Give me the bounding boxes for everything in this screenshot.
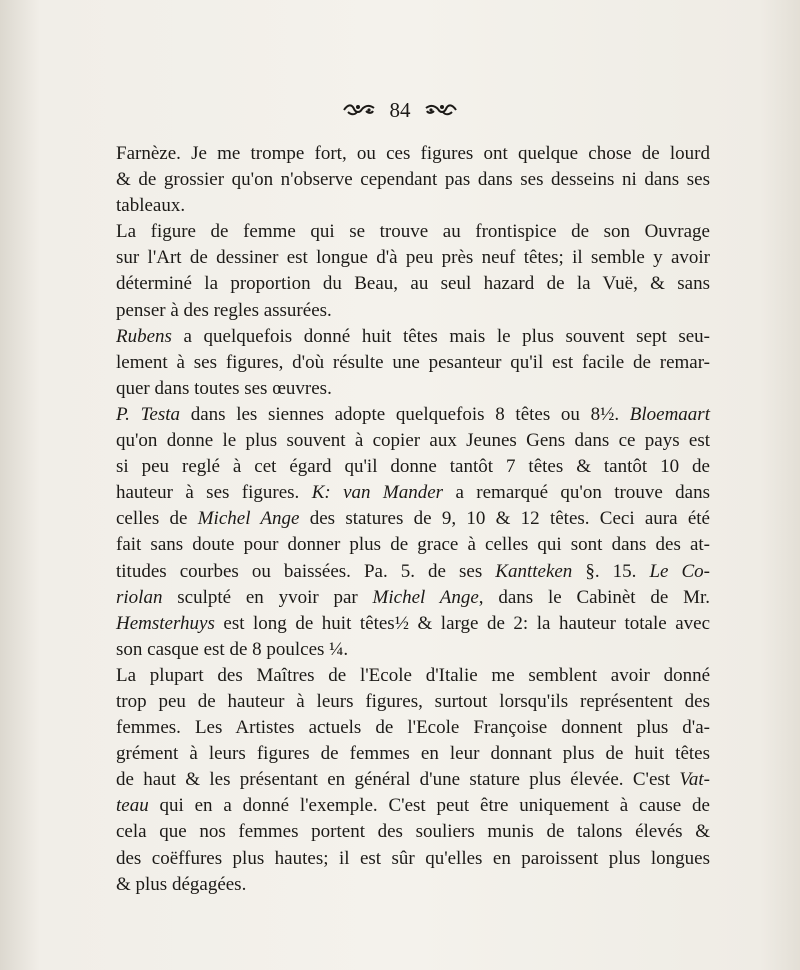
italic-text: P. Testa [116, 403, 181, 425]
text-segment: lement à ses figures, d'où résulte une pesanteur qu'il est facile de remar- [116, 351, 710, 373]
text-line [116, 219, 710, 245]
text-line [116, 793, 710, 819]
text-segment: a quelquefois donné huit têtes mais le plus souvent sept seu- [171, 325, 710, 347]
text-segment: des coëffures plus hautes; il est sûr qu'elles en paroissent plus longues [116, 847, 710, 869]
text-line [116, 559, 710, 585]
text-segment: fait sans doute pour donner plus de grace à celles qui sont dans des at- [116, 534, 710, 556]
fleuron-right-icon [424, 98, 458, 122]
text-segment: dans les siennes adopte quelquefois 8 têtes ou 8½. [180, 403, 630, 425]
text-segment: , dans le Cabinèt de Mr. [478, 586, 711, 608]
text-line [116, 376, 710, 402]
text-segment: a remarqué qu'on trouve dans [443, 482, 710, 504]
text-line [116, 350, 710, 376]
text-line [116, 715, 710, 741]
text-segment: est long de huit têtes½ & large de 2: la hauteur totale avec [214, 612, 710, 634]
text-line [116, 872, 710, 898]
italic-text: Michel Ange [372, 586, 479, 608]
text-line [116, 637, 710, 663]
text-line [116, 480, 710, 506]
text-segment: Farnèze. Je me trompe fort, ou ces figures ont quelque chose de lourd [116, 143, 710, 164]
text-line [116, 402, 710, 428]
page-body-text [116, 141, 710, 898]
text-segment: La plupart des Maîtres de l'Ecole d'Italie me semblent avoir donné [116, 664, 710, 686]
text-line [116, 298, 710, 324]
text-segment: tableaux. [116, 195, 186, 217]
text-segment: quer dans toutes ses œuvres. [116, 377, 332, 399]
text-segment: de haut & les présentant en général d'une stature plus élevée. C'est [116, 769, 680, 791]
italic-text: Kantteken [495, 560, 573, 582]
italic-text: Le Co- [649, 560, 710, 582]
text-segment: cela que nos femmes portent des souliers munis de talons élevés & [116, 821, 710, 843]
text-segment: §. 15. [572, 560, 650, 582]
text-line [116, 585, 710, 611]
text-segment: grément à leurs figures de femmes en leur donnant plus de huit têtes [116, 743, 710, 765]
text-segment: hauteur à ses figures. [116, 482, 312, 504]
text-line [116, 819, 710, 845]
fleuron-left-icon [342, 98, 376, 122]
italic-text: Bloemaart [629, 403, 710, 425]
text-segment: celles de [116, 508, 198, 530]
text-line [116, 532, 710, 558]
page-header [0, 96, 800, 122]
text-line [116, 428, 710, 454]
text-segment: sculpté en yvoir par [162, 586, 373, 608]
text-segment: déterminé la proportion du Beau, au seul hazard de la Vuë, & sans [116, 273, 710, 295]
text-segment: penser à des regles assurées. [116, 299, 332, 321]
text-segment: La figure de femme qui se trouve au frontispice de son Ouvrage [116, 221, 710, 243]
text-segment: qui en a donné l'exemple. C'est peut être uniquement à cause de [148, 795, 710, 817]
text-line [116, 506, 710, 532]
italic-text: Hemsterhuys [116, 612, 215, 634]
italic-text: K: van Mander [311, 482, 444, 504]
text-segment: sur l'Art de dessiner est longue d'à peu près neuf têtes; il semble y avoir [116, 247, 710, 269]
text-segment: & de grossier qu'on n'observe cependant pas dans ses desseins ni dans ses [116, 169, 710, 191]
text-line [116, 193, 710, 219]
text-line [116, 663, 710, 689]
text-segment: des statures de 9, 10 & 12 têtes. Ceci aura été [299, 508, 710, 530]
italic-text: riolan [116, 586, 163, 608]
text-line [116, 454, 710, 480]
text-line [116, 271, 710, 297]
page-number: 84 [389, 98, 411, 123]
text-line [116, 167, 710, 193]
text-line [116, 741, 710, 767]
text-line [116, 141, 710, 167]
text-segment: & plus dégagées. [116, 873, 247, 895]
text-line [116, 324, 710, 350]
italic-text: teau [116, 795, 149, 817]
italic-text: Vat- [679, 769, 710, 791]
text-line [116, 689, 710, 715]
text-segment: qu'on donne le plus souvent à copier aux Jeunes Gens dans ce pays est [116, 430, 710, 452]
text-line [116, 245, 710, 271]
italic-text: Michel Ange [197, 508, 300, 530]
text-segment: femmes. Les Artistes actuels de l'Ecole Françoise donnent plus d'a- [116, 717, 710, 739]
text-segment: titudes courbes ou baissées. Pa. 5. de ses [116, 560, 496, 582]
italic-text: Rubens [116, 325, 172, 347]
text-segment: son casque est de 8 poulces ¼. [116, 638, 349, 660]
text-line [116, 767, 710, 793]
text-segment: trop peu de hauteur à leurs figures, surtout lorsqu'ils représentent des [116, 690, 710, 712]
text-line [116, 611, 710, 637]
text-segment: si peu reglé à cet égard qu'il donne tantôt 7 têtes & tantôt 10 de [116, 456, 710, 478]
text-line [116, 846, 710, 872]
